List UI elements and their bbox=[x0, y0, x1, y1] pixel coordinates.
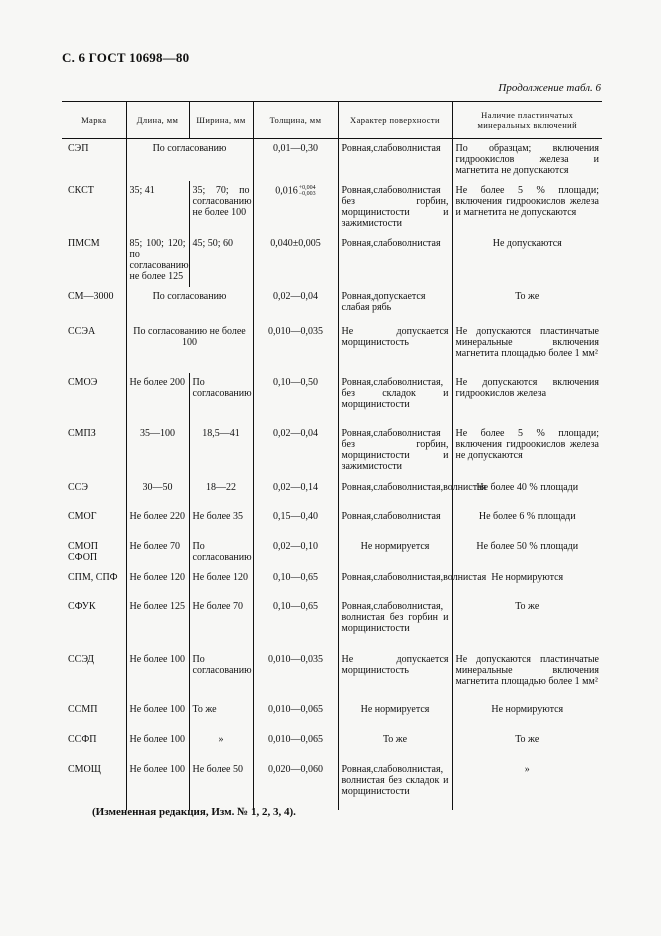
cell-surface: Не нормируется bbox=[338, 537, 452, 568]
cell-thickness: 0,10—0,65 bbox=[253, 568, 338, 597]
amendment-note: (Измененная редакция, Изм. № 1, 2, 3, 4). bbox=[92, 806, 296, 818]
table-row bbox=[62, 537, 602, 568]
cell-mark: СКСТ bbox=[68, 185, 94, 196]
cell-inclusions: Не более 50 % площади bbox=[452, 537, 602, 568]
cell-inclusions: По образцам; включения гидроокислов железа и магнетита не допускаются bbox=[452, 139, 602, 182]
cell-length: Не более 120 bbox=[126, 568, 189, 597]
cell-mark: СМОП СФОП bbox=[68, 541, 99, 563]
cell-width: » bbox=[189, 730, 253, 760]
cell-length: Не более 100 bbox=[126, 700, 189, 730]
cell-thickness: 0,040±0,005 bbox=[253, 234, 338, 287]
cell-thickness: 0,02—0,14 bbox=[253, 478, 338, 507]
cell-width: Не более 35 bbox=[189, 507, 253, 537]
cell-length-width: По согласованию не более 100 bbox=[126, 322, 253, 373]
cell-mark: СМ—3000 bbox=[68, 291, 114, 302]
cell-surface: Не допускается морщинистость bbox=[338, 650, 452, 700]
cell-inclusions: Не допускаются включения гидроокислов железа bbox=[452, 373, 602, 424]
cell-length: Не более 100 bbox=[126, 760, 189, 810]
cell-mark: СМОЩ bbox=[68, 764, 101, 775]
cell-length: Не более 70 bbox=[126, 537, 189, 568]
cell-width: 35; 70; по согласованию не более 100 bbox=[189, 181, 253, 234]
cell-surface: Ровная,слабоволнистая,волнистая bbox=[338, 568, 452, 597]
tolerance-upper: +0,004 bbox=[298, 185, 316, 191]
cell-surface: Ровная,слабоволнистая, волнистая без горбин и морщинистости bbox=[338, 597, 452, 650]
cell-thickness: 0,02—0,04 bbox=[253, 424, 338, 478]
cell-mark: ССЭА bbox=[68, 326, 96, 337]
cell-thickness: 0,02—0,04 bbox=[253, 287, 338, 322]
cell-inclusions: Не допускаются пластинчатые минеральные включения магнетита площадью более 1 мм² bbox=[452, 650, 602, 700]
cell-length-width: По согласованию bbox=[126, 287, 253, 322]
cell-surface: Не допускается морщинистость bbox=[338, 322, 452, 373]
cell-mark: ССЭД bbox=[68, 654, 94, 665]
cell-length: Не более 200 bbox=[126, 373, 189, 424]
cell-thickness: 0,02—0,10 bbox=[253, 537, 338, 568]
col-header-surface: Характер поверхности bbox=[338, 102, 452, 139]
cell-surface: Ровная,слабоволнистая bbox=[338, 139, 452, 182]
col-header-mark: Марка bbox=[62, 102, 126, 139]
cell-surface: Ровная,слабоволнистая без горбин, морщинистости и зажимистости bbox=[338, 424, 452, 478]
table-row bbox=[62, 650, 602, 700]
cell-length: Не более 125 bbox=[126, 597, 189, 650]
col-header-thickness: Толщина, мм bbox=[253, 102, 338, 139]
cell-inclusions: » bbox=[452, 760, 602, 810]
cell-thickness: 0,020—0,060 bbox=[253, 760, 338, 810]
cell-width: То же bbox=[189, 700, 253, 730]
table-row bbox=[62, 373, 602, 424]
cell-thickness: 0,01—0,30 bbox=[253, 139, 338, 182]
specs-table bbox=[62, 101, 602, 810]
cell-inclusions: Не нормируются bbox=[452, 568, 602, 597]
table-row bbox=[62, 568, 602, 597]
cell-mark: ССФП bbox=[68, 734, 97, 745]
cell-mark: СМОГ bbox=[68, 511, 97, 522]
thickness-value: 0,016 bbox=[275, 185, 298, 197]
cell-inclusions: Не допускаются bbox=[452, 234, 602, 287]
cell-inclusions: Не более 5 % площади; включения гидроокислов железа не допускаются bbox=[452, 424, 602, 478]
table-row bbox=[62, 139, 602, 182]
cell-surface: Не нормируется bbox=[338, 700, 452, 730]
table-header-row bbox=[62, 102, 602, 139]
cell-length: Не более 100 bbox=[126, 650, 189, 700]
cell-thickness: 0,10—0,65 bbox=[253, 597, 338, 650]
col-header-inclusions: Наличие пластинчатых минеральных включений bbox=[452, 102, 602, 139]
thickness-tolerance bbox=[299, 185, 316, 197]
cell-width: 45; 50; 60 bbox=[189, 234, 253, 287]
table-row bbox=[62, 507, 602, 537]
cell-inclusions: Не более 40 % площади bbox=[452, 478, 602, 507]
cell-width: Не более 50 bbox=[189, 760, 253, 810]
cell-surface: Ровная,допускается слабая рябь bbox=[338, 287, 452, 322]
cell-length: 30—50 bbox=[126, 478, 189, 507]
table-continuation-label: Продолжение табл. 6 bbox=[498, 82, 601, 94]
cell-thickness: 0,15—0,40 bbox=[253, 507, 338, 537]
cell-mark: ССЭ bbox=[68, 482, 88, 493]
cell-length: 35—100 bbox=[126, 424, 189, 478]
table-row bbox=[62, 322, 602, 373]
table-row bbox=[62, 181, 602, 234]
cell-thickness: 0,010—0,065 bbox=[253, 730, 338, 760]
table-row bbox=[62, 700, 602, 730]
cell-length: 35; 41 bbox=[126, 181, 189, 234]
cell-surface: Ровная,слабоволнистая, без складок и морщинистости bbox=[338, 373, 452, 424]
cell-mark: СПМ, СПФ bbox=[68, 572, 118, 583]
cell-length: Не более 220 bbox=[126, 507, 189, 537]
cell-thickness: 0,010—0,035 bbox=[253, 650, 338, 700]
cell-width: Не более 70 bbox=[189, 597, 253, 650]
table-row bbox=[62, 424, 602, 478]
cell-width: По согласованию bbox=[189, 373, 253, 424]
cell-inclusions: То же bbox=[452, 597, 602, 650]
cell-inclusions: То же bbox=[452, 730, 602, 760]
cell-mark: СЭП bbox=[68, 143, 89, 154]
col-header-width: Ширина, мм bbox=[189, 102, 253, 139]
cell-surface: Ровная,слабоволнистая bbox=[338, 234, 452, 287]
cell-inclusions: Не более 5 % площади; включения гидроокислов железа и магнетита не допускаются bbox=[452, 181, 602, 234]
cell-thickness bbox=[253, 181, 338, 234]
cell-surface: Ровная,слабоволнистая без горбин, морщинистости и зажимистости bbox=[338, 181, 452, 234]
table-row bbox=[62, 478, 602, 507]
cell-mark: СФУК bbox=[68, 601, 96, 612]
cell-inclusions: То же bbox=[452, 287, 602, 322]
cell-thickness: 0,10—0,50 bbox=[253, 373, 338, 424]
cell-mark: СМПЗ bbox=[68, 428, 96, 439]
cell-inclusions: Не более 6 % площади bbox=[452, 507, 602, 537]
table-row bbox=[62, 597, 602, 650]
cell-surface: Ровная,слабоволнистая bbox=[338, 507, 452, 537]
cell-width: 18,5—41 bbox=[189, 424, 253, 478]
cell-thickness: 0,010—0,035 bbox=[253, 322, 338, 373]
cell-mark: СМОЭ bbox=[68, 377, 98, 388]
table-row bbox=[62, 287, 602, 322]
cell-thickness: 0,010—0,065 bbox=[253, 700, 338, 730]
cell-surface: Ровная,слабоволнистая, волнистая без складок и морщинистости bbox=[338, 760, 452, 810]
cell-inclusions: Не допускаются пластинчатые минеральные включения магнетита площадью более 1 мм² bbox=[452, 322, 602, 373]
cell-width: 18—22 bbox=[189, 478, 253, 507]
table-row bbox=[62, 234, 602, 287]
cell-mark: ССМП bbox=[68, 704, 98, 715]
cell-surface: Ровная,слабоволнистая,волнистая bbox=[338, 478, 452, 507]
cell-width: Не более 120 bbox=[189, 568, 253, 597]
page-title: С. 6 ГОСТ 10698—80 bbox=[62, 50, 190, 65]
col-header-length: Длина, мм bbox=[126, 102, 189, 139]
cell-length-width: По согласованию bbox=[126, 139, 253, 182]
cell-width: По согласованию bbox=[189, 650, 253, 700]
cell-surface: То же bbox=[338, 730, 452, 760]
cell-inclusions: Не нормируются bbox=[452, 700, 602, 730]
tolerance-lower: −0,003 bbox=[298, 191, 316, 197]
cell-width: По согласованию bbox=[189, 537, 253, 568]
cell-mark: ПМСМ bbox=[68, 238, 100, 249]
cell-length: Не более 100 bbox=[126, 730, 189, 760]
table-row bbox=[62, 730, 602, 760]
cell-length: 85; 100; 120; по согласованию не более 125 bbox=[126, 234, 189, 287]
table-row bbox=[62, 760, 602, 810]
